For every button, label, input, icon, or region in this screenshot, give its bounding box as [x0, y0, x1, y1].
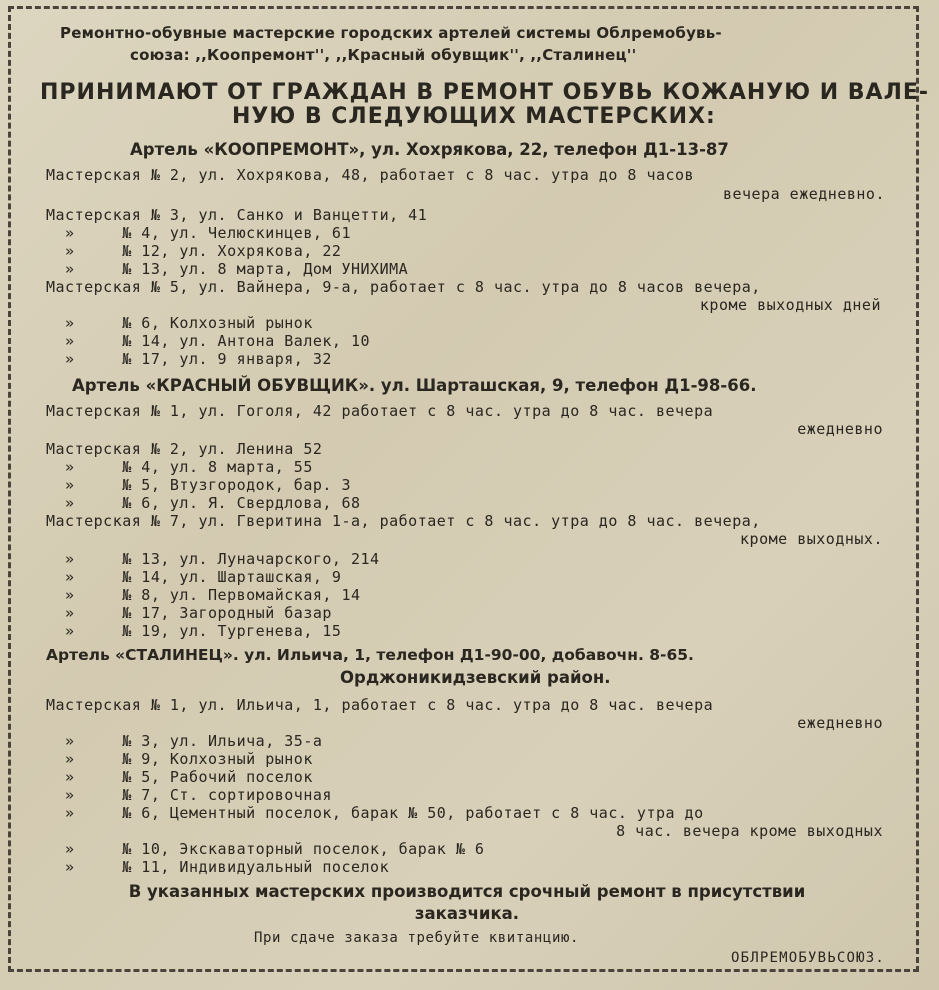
koop-row-4: » № 12, ул. Хохрякова, 22: [46, 242, 342, 260]
headline-line-2: НУЮ В СЛЕДУЮЩИХ МАСТЕРСКИХ:: [232, 104, 716, 129]
stal-row-7: 8 час. вечера кроме выходных: [616, 822, 883, 840]
koop-row-0: Мастерская № 2, ул. Хохрякова, 48, работает с 8 час. утра до 8 часов: [46, 166, 695, 184]
kras-row-10: » № 8, ул. Первомайская, 14: [46, 586, 361, 604]
koop-row-9: » № 14, ул. Антона Валек, 10: [46, 332, 371, 350]
koop-row-10: » № 17, ул. 9 января, 32: [46, 350, 332, 368]
stal-row-1: ежедневно: [797, 714, 883, 732]
artel-stalinets-title: Артель «СТАЛИНЕЦ». ул. Ильича, 1, телефон Д1-90-00, добавочн. 8-65.: [46, 646, 694, 664]
stal-row-9: » № 11, Индивидуальный поселок: [46, 858, 390, 876]
footer-line-1: В указанных мастерских производится срочный ремонт в присутствии: [128, 882, 806, 901]
kras-row-6: Мастерская № 7, ул. Гверитина 1-а, работает с 8 час. утра до 8 час. вечера,: [46, 512, 761, 530]
kras-row-9: » № 14, ул. Шарташская, 9: [46, 568, 342, 586]
artel-koopremont-title: Артель «КООПРЕМОНТ», ул. Хохрякова, 22, телефон Д1-13-87: [130, 140, 729, 159]
koop-row-2: Мастерская № 3, ул. Санко и Ванцетти, 41: [46, 206, 428, 224]
koop-row-6: Мастерская № 5, ул. Вайнера, 9-а, работает с 8 час. утра до 8 часов вечера,: [46, 278, 761, 296]
stal-row-6: » № 6, Цементный поселок, барак № 50, работает с 8 час. утра до: [46, 804, 704, 822]
kras-row-7: кроме выходных.: [740, 530, 883, 548]
stal-row-0: Мастерская № 1, ул. Ильича, 1, работает с 8 час. утра до 8 час. вечера: [46, 696, 714, 714]
stal-row-5: » № 7, Ст. сортировочная: [46, 786, 332, 804]
kras-row-1: ежедневно: [797, 420, 883, 438]
stal-row-8: » № 10, Экскаваторный поселок, барак № 6: [46, 840, 485, 858]
signature: ОБЛРЕМОБУВЬСОЮЗ.: [730, 950, 885, 966]
kras-row-5: » № 6, ул. Я. Свердлова, 68: [46, 494, 361, 512]
kras-row-8: » № 13, ул. Луначарского, 214: [46, 550, 380, 568]
header-line-1: Ремонтно-обувные мастерские городских артелей системы Облремобувь-: [60, 24, 722, 42]
artel-krasny-title: Артель «КРАСНЫЙ ОБУВЩИК». ул. Шарташская, 9, телефон Д1-98-66.: [72, 376, 757, 395]
stal-row-3: » № 9, Колхозный рынок: [46, 750, 313, 768]
header-line-2: союза: ,,Коопремонт'', ,,Красный обувщик'', ,,Сталинец'': [130, 46, 637, 64]
artel-stalinets-district: Орджоникидзевский район.: [340, 668, 611, 687]
footer-line-2: заказчика.: [414, 904, 520, 923]
kras-row-3: » № 4, ул. 8 марта, 55: [46, 458, 313, 476]
stal-row-2: » № 3, ул. Ильича, 35-а: [46, 732, 323, 750]
kras-row-12: » № 19, ул. Тургенева, 15: [46, 622, 342, 640]
headline-line-1: ПРИНИМАЮТ ОТ ГРАЖДАН В РЕМОНТ ОБУВЬ КОЖАНУЮ И ВАЛЕ-: [40, 80, 930, 105]
koop-row-5: » № 13, ул. 8 марта, Дом УНИХИМА: [46, 260, 409, 278]
kras-row-0: Мастерская № 1, ул. Гоголя, 42 работает с 8 час. утра до 8 час. вечера: [46, 402, 714, 420]
koop-row-7: кроме выходных дней: [699, 296, 881, 314]
koop-row-3: » № 4, ул. Челюскинцев, 61: [46, 224, 351, 242]
stal-row-4: » № 5, Рабочий поселок: [46, 768, 313, 786]
koop-row-8: » № 6, Колхозный рынок: [46, 314, 313, 332]
footer-note: При сдаче заказа требуйте квитанцию.: [254, 930, 580, 946]
koop-row-1: вечера ежедневно.: [722, 185, 885, 203]
kras-row-2: Мастерская № 2, ул. Ленина 52: [46, 440, 323, 458]
kras-row-11: » № 17, Загородный базар: [46, 604, 332, 622]
kras-row-4: » № 5, Втузгородок, бар. 3: [46, 476, 351, 494]
